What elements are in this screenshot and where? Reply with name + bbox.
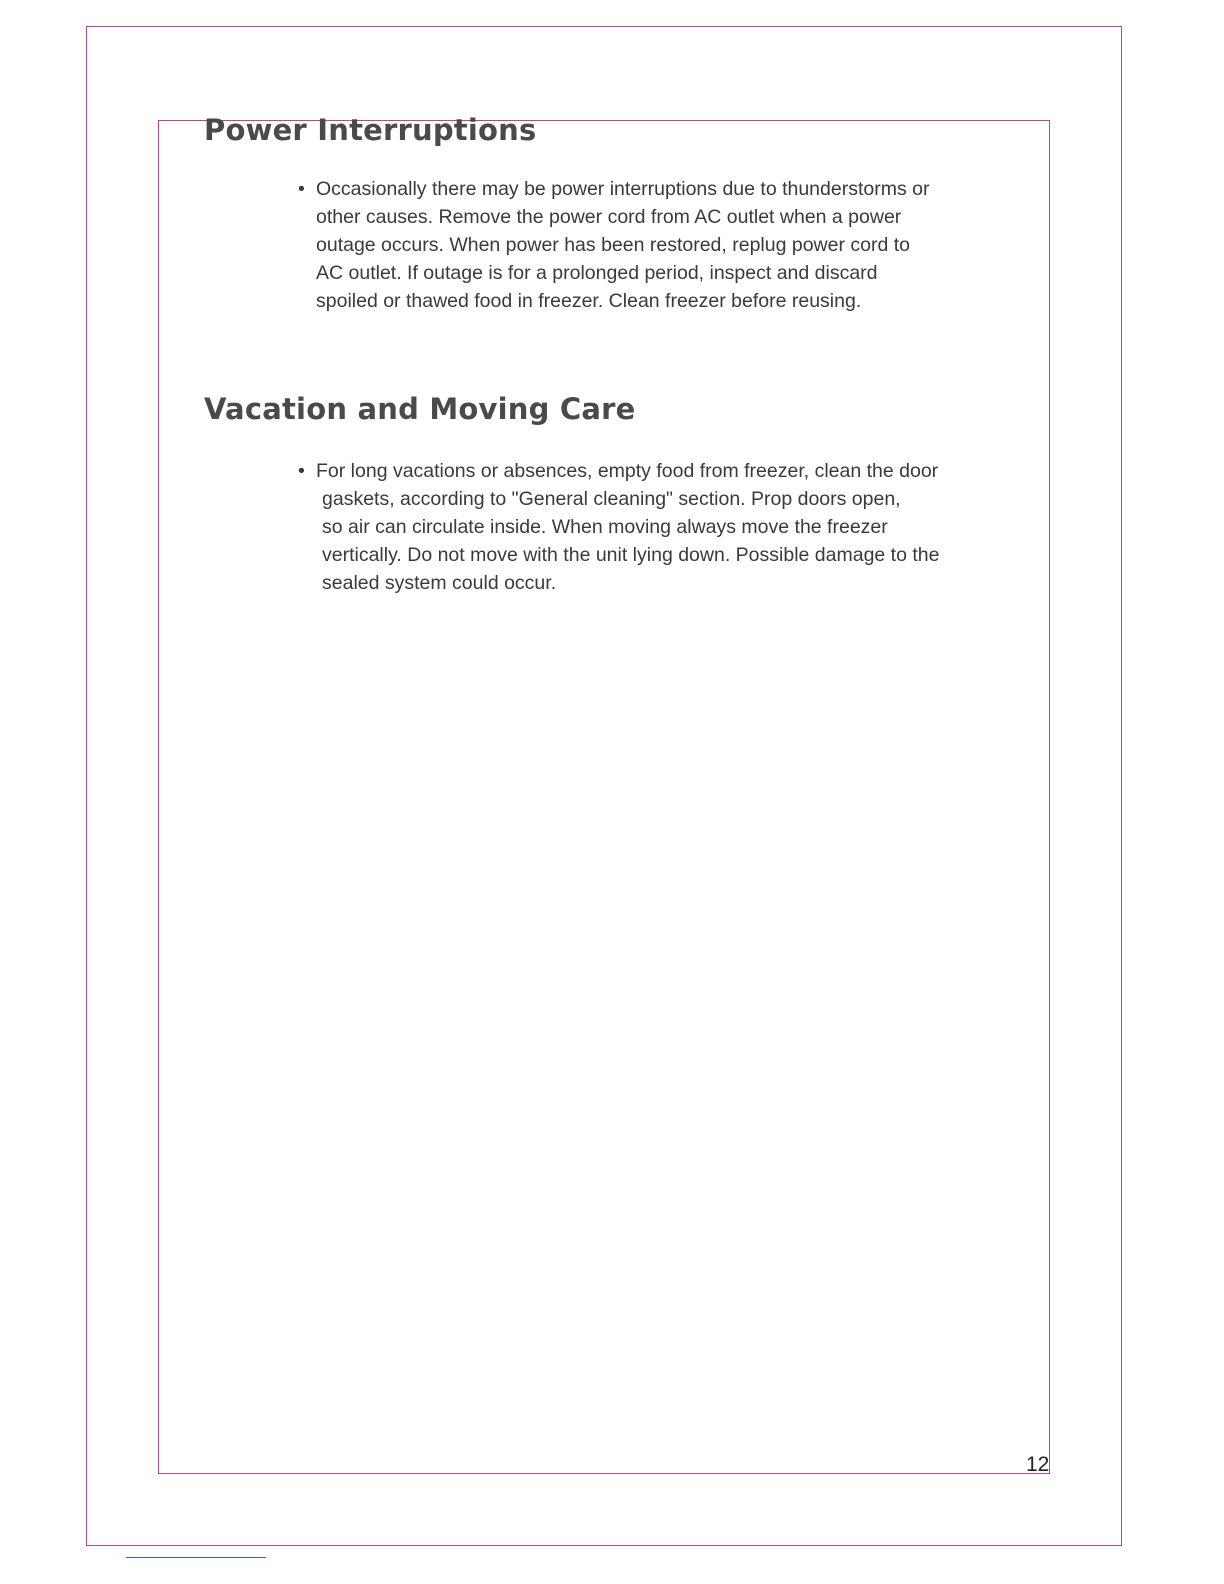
bullet-marker: •: [298, 178, 305, 200]
power-line-4: AC outlet. If outage is for a prolonged period, inspect and discard: [316, 262, 878, 284]
bullet-marker: •: [298, 460, 305, 482]
power-interruptions-heading: Power Interruptions: [204, 113, 537, 147]
page-inner-frame: [158, 120, 1050, 1474]
vacation-line-2: gaskets, according to "General cleaning" section. Prop doors open,: [322, 488, 901, 510]
vacation-moving-care-bullet: [298, 457, 939, 597]
footer-rule: [126, 1557, 266, 1558]
power-line-2: other causes. Remove the power cord from AC outlet when a power: [316, 206, 902, 228]
vacation-moving-care-heading: Vacation and Moving Care: [204, 392, 636, 426]
page-number: 12: [1026, 1453, 1050, 1476]
vacation-line-3: so air can circulate inside. When moving always move the freezer: [322, 516, 888, 538]
vacation-line-5: sealed system could occur.: [322, 572, 557, 594]
power-interruptions-bullet: [298, 175, 929, 315]
power-line-1: Occasionally there may be power interruptions due to thunderstorms or: [316, 178, 930, 200]
vacation-line-1: For long vacations or absences, empty food from freezer, clean the door: [316, 460, 939, 482]
vacation-line-4: vertically. Do not move with the unit lying down. Possible damage to the: [322, 544, 940, 566]
power-line-5: spoiled or thawed food in freezer. Clean freezer before reusing.: [316, 290, 862, 312]
power-line-3: outage occurs. When power has been restored, replug power cord to: [316, 234, 911, 256]
